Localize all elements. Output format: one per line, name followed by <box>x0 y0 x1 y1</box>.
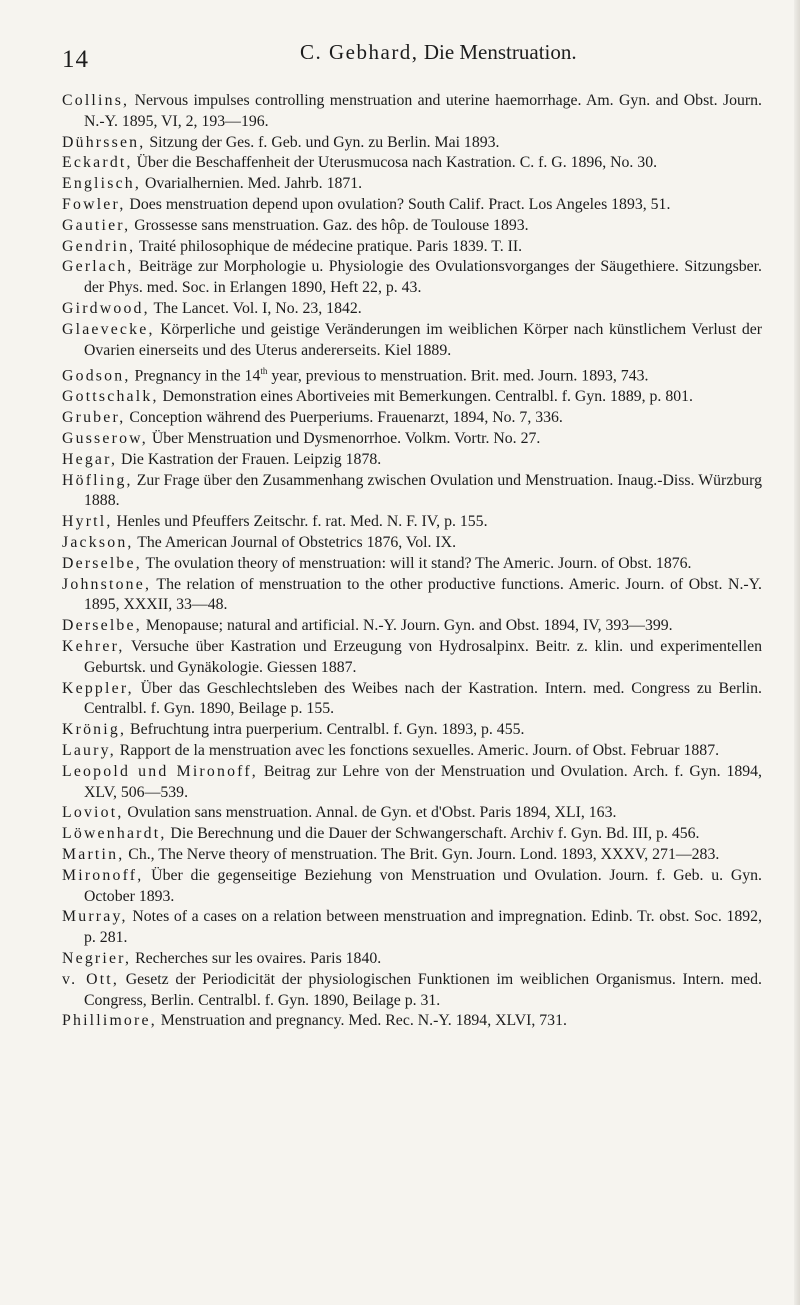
reference-text: Traité philosophique de médecine pratique. Paris 1839. T. II. <box>135 237 523 255</box>
reference-entry <box>62 257 762 299</box>
reference-entry <box>62 762 762 804</box>
reference-text: Sitzung der Ges. f. Geb. und Gyn. zu Berlin. Mai 1893. <box>145 133 500 151</box>
reference-author: Laury, <box>62 741 116 759</box>
page-header <box>62 40 752 80</box>
reference-entry <box>62 216 762 237</box>
reference-text: Ch., The Nerve theory of menstruation. The Brit. Gyn. Journ. Lond. 1893, XXXV, 271—283. <box>124 845 720 863</box>
reference-text: Menstruation and pregnancy. Med. Rec. N.-Y. 1894, XLVI, 731. <box>156 1012 567 1030</box>
reference-text: Die Kastration der Frauen. Leipzig 1878. <box>117 450 382 468</box>
reference-author: Fowler, <box>62 195 126 213</box>
reference-author: Gerlach, <box>62 258 134 276</box>
reference-author: Mironoff, <box>62 866 144 884</box>
running-title-author: C. Gebhard, <box>300 40 419 64</box>
reference-entry <box>62 907 762 949</box>
reference-author: Jackson, <box>62 534 134 551</box>
reference-author: Höfling, <box>62 471 133 489</box>
reference-author: Murray, <box>62 908 128 926</box>
reference-author: Glaevecke, <box>62 320 155 338</box>
reference-entry <box>62 741 762 762</box>
reference-text: The American Journal of Obstetrics 1876, Vol. IX. <box>133 534 457 551</box>
reference-author: Gottschalk, <box>62 388 159 406</box>
reference-text: Über die Beschaffenheit der Uterusmucosa nach Kastration. C. f. G. 1896, No. 30. <box>132 154 658 172</box>
reference-entry <box>62 299 762 320</box>
reference-text: Die Berechnung und die Dauer der Schwangerschaft. Archiv f. Gyn. Bd. III, p. 456. <box>166 825 700 843</box>
reference-text: Grossesse sans menstruation. Gaz. des hôp. de Toulouse 1893. <box>130 216 529 234</box>
reference-text-continued: year, previous to menstruation. Brit. med. Journ. 1893, 743. <box>267 367 649 385</box>
reference-text: Versuche über Kastration und Erzeugung von Hydrosalpinx. Beitr. z. klin. und experimentellen Geburtsk. und Gynäkologie. Giessen 1887. <box>84 637 762 676</box>
reference-entry <box>62 195 762 216</box>
reference-author: Johnstone, <box>62 575 152 593</box>
reference-entry <box>62 803 762 824</box>
reference-entry <box>62 866 762 908</box>
page-number: 14 <box>62 46 89 73</box>
reference-entry <box>62 533 762 554</box>
reference-author: Gautier, <box>62 216 131 234</box>
reference-entry <box>62 408 762 429</box>
reference-author: Gusserow, <box>62 430 148 448</box>
reference-text: Menopause; natural and artificial. N.-Y. Journ. Gyn. and Obst. 1894, IV, 393—399. <box>141 617 673 635</box>
reference-text: Über die gegenseitige Beziehung von Menstruation und Ovulation. Journ. f. Geb. u. Gyn. October 1893. <box>84 866 762 905</box>
reference-text: Zur Frage über den Zusammenhang zwischen Ovulation und Menstruation. Inaug.-Diss. Würzburg 1888. <box>84 471 762 510</box>
reference-author: Kehrer, <box>62 637 125 655</box>
reference-list <box>62 91 762 1032</box>
reference-text: Ovulation sans menstruation. Annal. de Gyn. et d'Obst. Paris 1894, XLI, 163. <box>123 804 617 822</box>
reference-entry <box>62 720 762 741</box>
reference-author: Gruber, <box>62 409 126 427</box>
reference-entry <box>62 949 762 970</box>
reference-author: Martin, <box>62 845 125 863</box>
reference-author: Phillimore, <box>62 1012 157 1030</box>
reference-text: The ovulation theory of menstruation: will it stand? The Americ. Journ. of Obst. 1876. <box>141 554 692 572</box>
reference-text: Beitrag zur Lehre von der Menstruation und Ovulation. Arch. f. Gyn. 1894, XLV, 506—539. <box>84 762 762 801</box>
reference-text: Pregnancy in the 14 <box>130 367 261 385</box>
reference-entry <box>62 554 762 575</box>
reference-author: Krönig, <box>62 721 127 739</box>
reference-text: Körperliche und geistige Veränderungen im weiblichen Körper nach künstlichem Verlust der Ovarien einerseits und des Uterus andererseits. Kiel 1889. <box>84 320 762 359</box>
running-title-text: Die Menstruation. <box>423 40 577 64</box>
reference-author: Keppler, <box>62 679 134 697</box>
reference-entry <box>62 429 762 450</box>
reference-author: Godson, <box>62 367 131 385</box>
running-title <box>300 40 577 65</box>
reference-text: Über das Geschlechtsleben des Weibes nach der Kastration. Intern. med. Congress zu Berlin. Centralbl. f. Gyn. 1890, Beilage p. 155. <box>84 679 762 718</box>
reference-text: The Lancet. Vol. I, No. 23, 1842. <box>149 299 362 317</box>
reference-text: Demonstration eines Abortiveies mit Bemerkungen. Centralbl. f. Gyn. 1889, p. 801. <box>158 388 693 406</box>
reference-entry <box>62 320 762 362</box>
reference-entry <box>62 616 762 637</box>
reference-entry <box>62 174 762 195</box>
reference-entry <box>62 637 762 679</box>
reference-text: Gesetz der Periodicität der physiologischen Funktionen im weiblichen Organismus. Intern. med. Congress, Berlin. Centralbl. f. Gyn. 1890, Beilage p. 31. <box>84 970 762 1009</box>
reference-author: Englisch, <box>62 175 142 193</box>
reference-entry <box>62 575 762 617</box>
reference-author: Girdwood, <box>62 299 150 317</box>
reference-author: Collins, <box>62 92 130 109</box>
reference-text: Henles und Pfeuffers Zeitschr. f. rat. Med. N. F. IV, p. 155. <box>112 513 488 531</box>
reference-author: Loviot, <box>62 804 124 822</box>
reference-author: v. Ott, <box>62 970 120 988</box>
reference-entry <box>62 361 762 387</box>
reference-entry <box>62 153 762 174</box>
reference-entry <box>62 512 762 533</box>
reference-text: Beiträge zur Morphologie u. Physiologie des Ovulationsvorganges der Säugethiere. Sitzungsber. der Phys. med. Soc. in Erlangen 1890, Heft 22, p. 43. <box>84 258 762 297</box>
reference-entry <box>62 824 762 845</box>
ordinal-superscript: th <box>260 366 268 377</box>
reference-text: Über Menstruation und Dysmenorrhoe. Volkm. Vortr. No. 27. <box>147 430 541 448</box>
reference-entry <box>62 387 762 408</box>
reference-author: Derselbe, <box>62 554 142 572</box>
page-edge <box>794 0 800 1305</box>
reference-text: Recherches sur les ovaires. Paris 1840. <box>131 949 382 967</box>
reference-text: Notes of a cases on a relation between menstruation and impregnation. Edinb. Tr. obst. Soc. 1892, p. 281. <box>84 908 762 947</box>
reference-text: Ovarialhernien. Med. Jahrb. 1871. <box>141 175 363 193</box>
reference-entry <box>62 133 762 154</box>
reference-entry <box>62 237 762 258</box>
reference-author: Negrier, <box>62 949 132 967</box>
reference-text: Befruchtung intra puerperium. Centralbl. f. Gyn. 1893, p. 455. <box>126 721 525 739</box>
reference-entry <box>62 471 762 513</box>
reference-text: Does menstruation depend upon ovulation? South Calif. Pract. Los Angeles 1893, 51. <box>125 195 671 213</box>
reference-entry <box>62 845 762 866</box>
reference-author: Gendrin, <box>62 237 136 255</box>
reference-entry <box>62 970 762 1012</box>
reference-entry <box>62 450 762 471</box>
reference-text: Conception während des Puerperiums. Frauenarzt, 1894, No. 7, 336. <box>125 409 563 427</box>
reference-author: Dührssen, <box>62 133 146 151</box>
reference-author: Löwenhardt, <box>62 825 167 843</box>
reference-entry <box>62 1011 762 1032</box>
reference-author: Leopold und Mironoff, <box>62 762 258 780</box>
reference-entry <box>62 679 762 721</box>
reference-text: Nervous impulses controlling menstruation and uterine haemorrhage. Am. Gyn. and Obst. Journ. N.-Y. 1895, VI, 2, 193—196. <box>84 92 762 130</box>
reference-author: Hyrtl, <box>62 513 113 531</box>
reference-author: Derselbe, <box>62 617 142 635</box>
reference-text: Rapport de la menstruation avec les fonctions sexuelles. Americ. Journ. of Obst. Februar 1887. <box>115 741 720 759</box>
reference-author: Eckardt, <box>62 154 133 172</box>
reference-author: Hegar, <box>62 450 118 468</box>
reference-entry <box>62 91 762 133</box>
reference-text: The relation of menstruation to the other productive functions. Americ. Journ. of Obst. N.-Y. 1895, XXXII, 33—48. <box>84 575 762 614</box>
